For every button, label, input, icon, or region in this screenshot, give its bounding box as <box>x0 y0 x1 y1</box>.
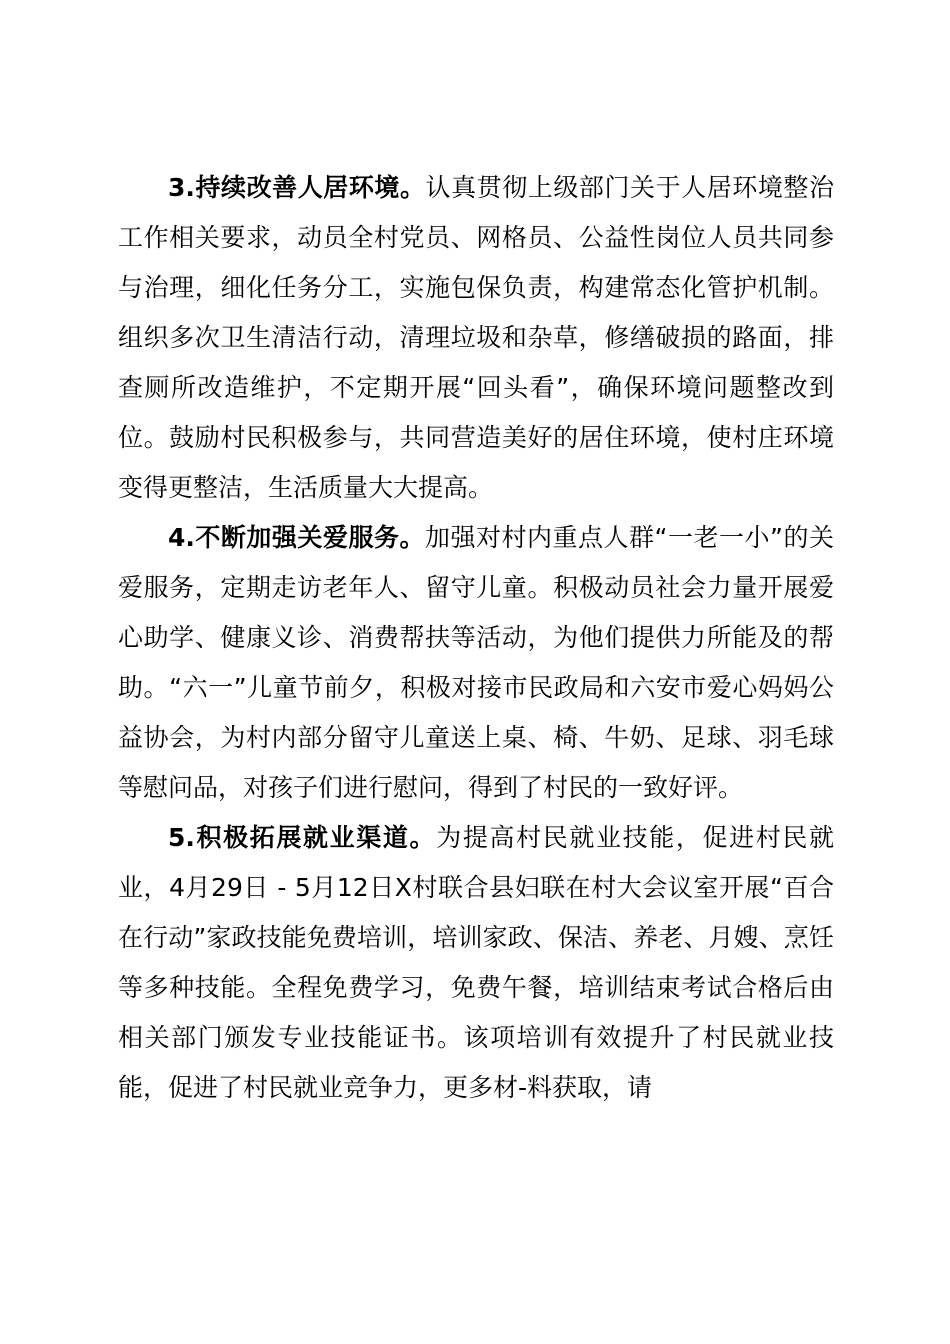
document-body <box>118 163 834 1113</box>
paragraph-care-services <box>118 513 834 813</box>
paragraph-text: 为提高村民就业技能，促进村民就业，4月29日 - 5月12日X村联合县妇联在村大会议室开展“百合在行动”家政技能免费培训，培训家政、保洁、养老、月嫂、烹饪等多种技能。全程免费学习，免费午餐，培训结束考试合格后由相关部门颁发专业技能证书。该项培训有效提升了村民就业技能，促进了村民就业竞争力，更多材-料获取，请 <box>118 823 834 1102</box>
paragraph-heading: 4.不断加强关爱服务。 <box>168 523 425 552</box>
paragraph-text: 加强对村内重点人群“一老一小”的关爱服务，定期走访老年人、留守儿童。积极动员社会力量开展爱心助学、健康义诊、消费帮扶等活动，为他们提供力所能及的帮助。“六一”儿童节前夕，积极对接市民政局和六安市爱心妈妈公益协会，为村内部分留守儿童送上桌、椅、牛奶、足球、羽毛球等慰问品，对孩子们进行慰问，得到了村民的一致好评。 <box>118 523 834 802</box>
paragraph-text: 认真贯彻上级部门关于人居环境整治工作相关要求，动员全村党员、网格员、公益性岗位人员共同参与治理，细化任务分工，实施包保负责，构建常态化管护机制。组织多次卫生清洁行动，清理垃圾和杂草，修缮破损的路面，排查厕所改造维护，不定期开展“回头看”，确保环境问题整改到位。鼓励村民积极参与，共同营造美好的居住环境，使村庄环境变得更整洁，生活质量大大提高。 <box>118 173 834 502</box>
paragraph-heading: 5.积极拓展就业渠道。 <box>168 823 437 852</box>
paragraph-employment <box>118 813 834 1113</box>
paragraph-living-environment <box>118 163 834 513</box>
paragraph-heading: 3.持续改善人居环境。 <box>168 173 426 202</box>
